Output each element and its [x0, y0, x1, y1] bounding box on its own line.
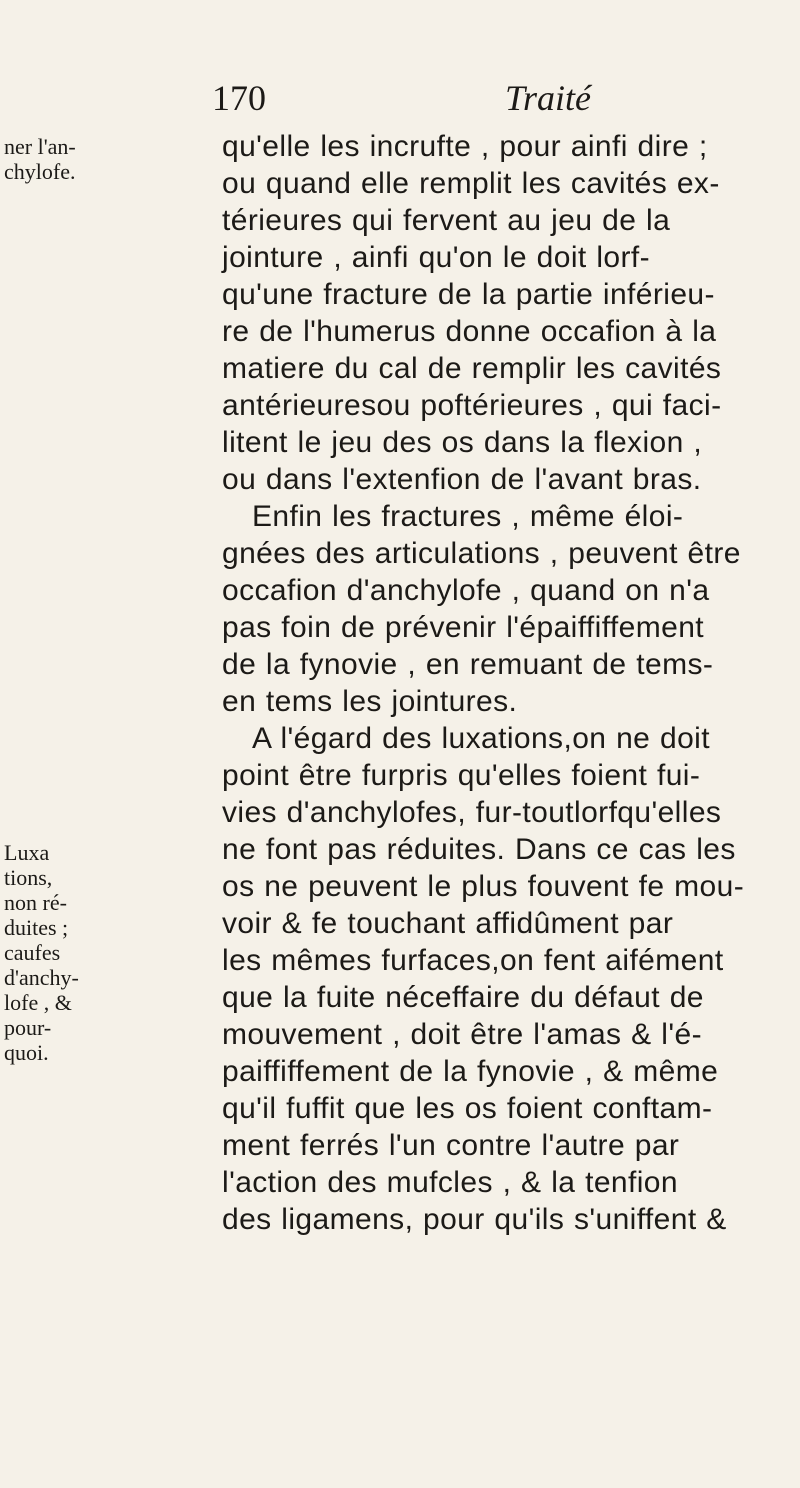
- text-line: les mêmes furfaces,on fent aifément: [222, 944, 724, 977]
- margin-note-line: tions,: [4, 865, 53, 890]
- text-line: antérieuresou poftérieures , qui faci-: [222, 389, 722, 422]
- margin-note-luxations: [4, 840, 79, 1065]
- body-text: [222, 128, 794, 1238]
- text-line: pas foin de prévenir l'épaiffiffement: [222, 611, 705, 644]
- text-line: re de l'humerus donne occafion à la: [222, 315, 717, 348]
- text-line: ment ferrés l'un contre l'autre par: [222, 1129, 680, 1162]
- text-line: qu'une fracture de la partie inférieu-: [222, 278, 715, 311]
- text-line: qu'elle les incrufte , pour ainfi dire ;: [222, 130, 708, 163]
- text-line: voir & fe touchant affidûment par: [222, 907, 674, 940]
- text-line: térieures qui fervent au jeu de la: [222, 204, 671, 237]
- page-number: 170: [212, 78, 266, 118]
- text-line: ne font pas réduites. Dans ce cas les: [222, 833, 736, 866]
- text-line: occafion d'anchylofe , quand on n'a: [222, 574, 710, 607]
- margin-note-line: lofe , &: [4, 990, 72, 1015]
- text-line: litent le jeu des os dans la flexion ,: [222, 426, 703, 459]
- text-line: mouvement , doit être l'amas & l'é-: [222, 1018, 702, 1051]
- text-line: A l'égard des luxations,on ne doit: [252, 722, 710, 755]
- running-title: Traité: [505, 78, 592, 118]
- text-line: matiere du cal de remplir les cavités: [222, 352, 722, 385]
- text-line: l'action des mufcles , & la tenfion: [222, 1166, 678, 1199]
- text-line: ou quand elle remplit les cavités ex-: [222, 167, 720, 200]
- text-line: des ligamens, pour qu'ils s'uniffent &: [222, 1203, 727, 1236]
- margin-note-line: caufes: [4, 940, 61, 965]
- text-line: que la fuite néceffaire du défaut de: [222, 981, 704, 1014]
- margin-note-line: d'anchy-: [4, 965, 79, 990]
- text-line: paiffiffement de la fynovie , & même: [222, 1055, 719, 1088]
- margin-note-anchylose: [4, 134, 76, 184]
- margin-note-line: non ré-: [4, 890, 67, 915]
- text-line: os ne peuvent le plus fouvent fe mou-: [222, 870, 745, 903]
- text-line: Enfin les fractures , même éloi-: [252, 500, 684, 533]
- text-line: vies d'anchylofes, fur-toutlorfqu'elles: [222, 796, 722, 829]
- page-header: [200, 74, 800, 122]
- margin-note-line: quoi.: [4, 1040, 49, 1065]
- margin-note-line: ner l'an-: [4, 134, 76, 159]
- margin-note-line: pour-: [4, 1015, 52, 1040]
- text-line: en tems les jointures.: [222, 685, 518, 718]
- text-line: de la fynovie , en remuant de tems-: [222, 648, 714, 681]
- text-line: ou dans l'extenfion de l'avant bras.: [222, 463, 702, 496]
- text-line: point être furpris qu'elles foient fui-: [222, 759, 701, 792]
- text-line: jointure , ainfi qu'on le doit lorf-: [222, 241, 651, 274]
- margin-note-line: Luxa: [4, 840, 50, 865]
- margin-note-line: chylofe.: [4, 159, 76, 184]
- margin-note-line: duites ;: [4, 915, 69, 940]
- text-line: qu'il fuffit que les os foient conftam-: [222, 1092, 713, 1125]
- text-line: gnées des articulations , peuvent être: [222, 537, 741, 570]
